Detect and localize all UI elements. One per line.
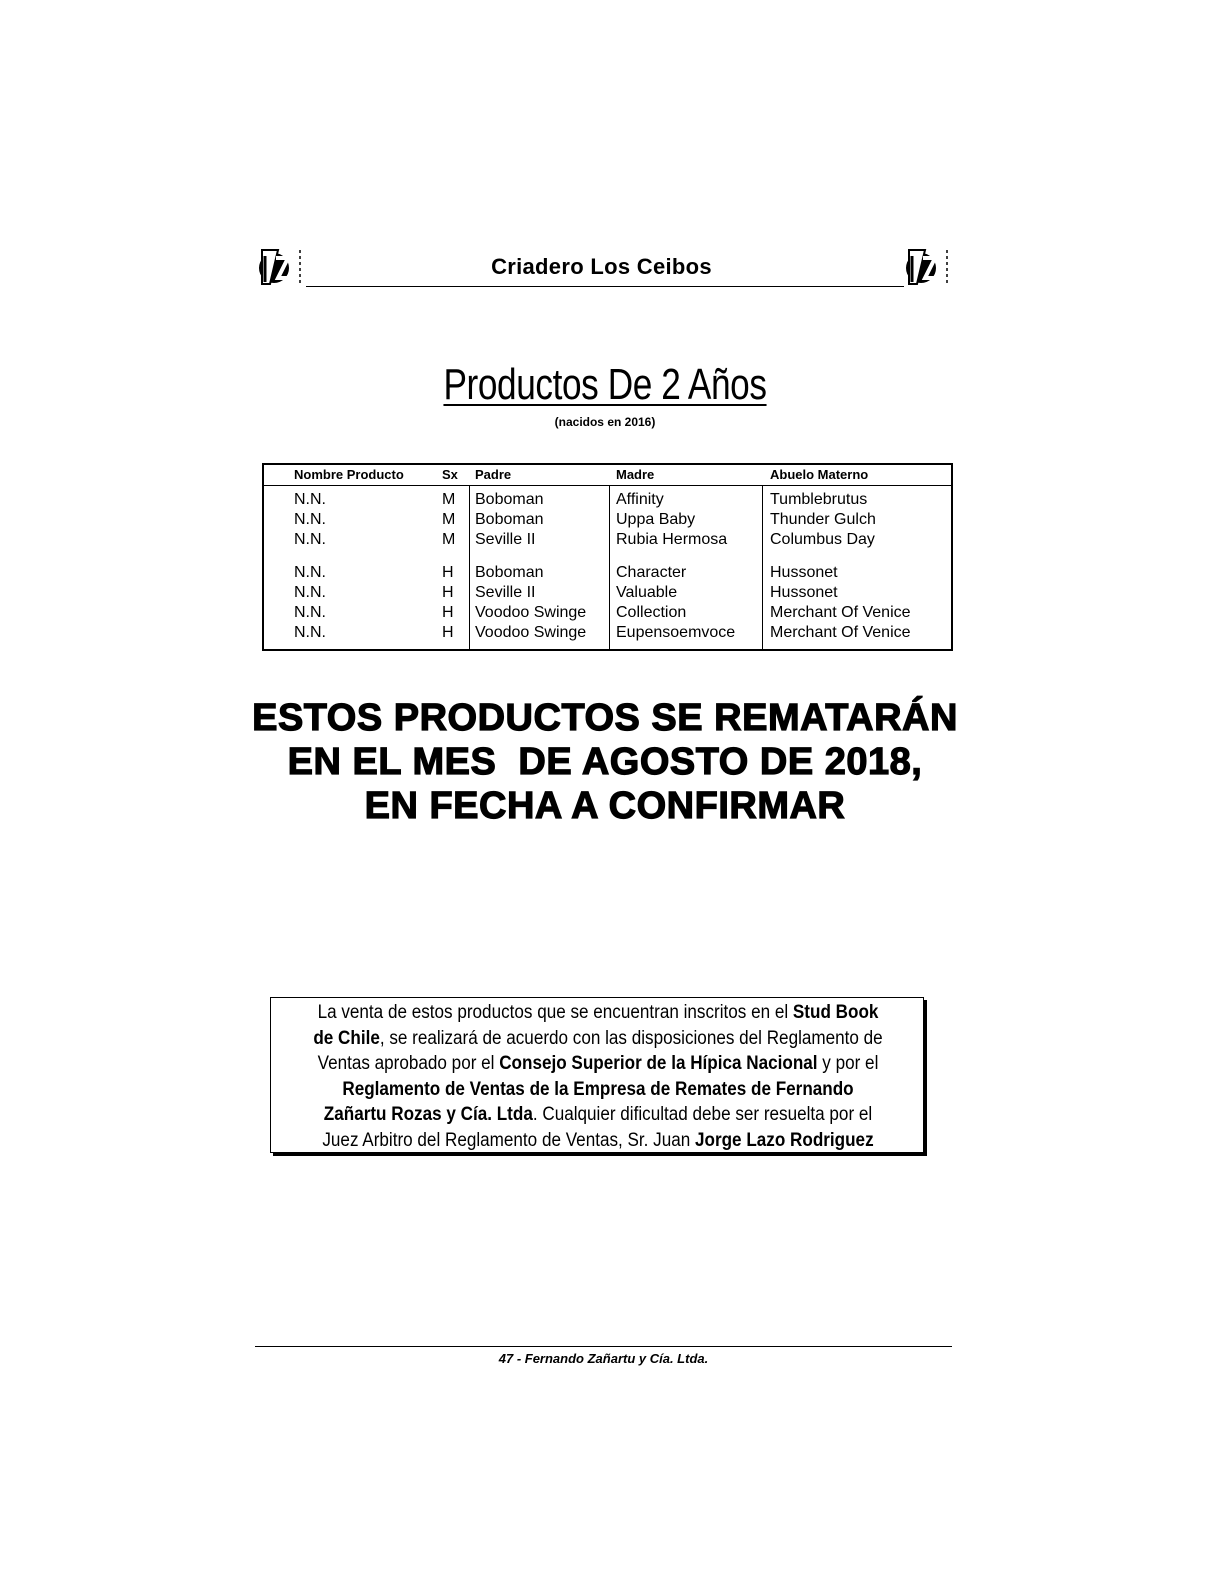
page-title: Productos De 2 Años [443,360,767,409]
cell-madre: Eupensoemvoce [616,624,736,641]
page-subtitle: (nacidos en 2016) [554,415,656,429]
cell-abuelo: Thunder Gulch [770,511,876,528]
notice-bold-consejo: Consejo Superior de la Hípica Nacional [499,1053,818,1074]
cell-sx: H [442,604,454,621]
cell-abuelo: Columbus Day [770,531,875,548]
notice-bold-juez: Jorge Lazo Rodriguez [695,1129,874,1151]
table-row [264,604,951,624]
cell-sx: H [442,564,454,581]
cell-madre: Character [616,564,687,581]
table-row [264,491,951,511]
cell-madre: Rubia Hermosa [616,531,728,548]
sale-notice-box [270,997,924,1153]
cell-madre: Collection [616,604,687,621]
cell-sx: M [442,511,456,528]
table-row [264,584,951,604]
cell-name: N.N. [294,491,326,508]
cell-padre: Seville II [475,584,536,601]
notice-bold-stud-book: Stud Book de Chile [313,1002,879,1049]
cell-sx: M [442,491,456,508]
table-row [264,624,951,644]
table-header-rule [264,485,951,486]
cell-name: N.N. [294,531,326,548]
header-title: Criadero Los Ceibos [491,254,712,279]
cell-name: N.N. [294,624,326,641]
header-sx: Sx [442,467,458,482]
sale-notice-text [311,1000,885,1153]
header-rule [306,286,904,287]
header-madre: Madre [616,467,655,482]
cell-abuelo: Hussonet [770,564,838,581]
logo-right [903,244,953,290]
notice-bold-reglamento: Reglamento de Ventas de la Empresa de Remates de Fernando Zañartu Rozas y Cía. Ltda [323,1078,854,1125]
cell-abuelo: Hussonet [770,584,838,601]
footer-rule [255,1346,952,1347]
table-row [264,531,951,551]
header-abuelo-materno: Abuelo Materno [770,467,869,482]
cell-abuelo: Merchant Of Venice [770,604,911,621]
header-nombre-producto: Nombre Producto [294,467,404,482]
cell-madre: Valuable [616,584,678,601]
cell-name: N.N. [294,511,326,528]
notice-text-4: . Cualquier dificultad debe ser resuelta por el Juez Arbitro del Reglamento de Ventas, Sr. Juan [322,1104,873,1151]
cell-sx: H [442,584,454,601]
cell-abuelo: Tumblebrutus [770,491,868,508]
footer-text: 47 - Fernando Zañartu y Cía. Ltda. [498,1351,709,1366]
cell-name: N.N. [294,604,326,621]
cell-padre: Seville II [475,531,536,548]
cell-sx: M [442,531,456,548]
cell-padre: Voodoo Swinge [475,604,587,621]
table-row [264,564,951,584]
cell-abuelo: Merchant Of Venice [770,624,911,641]
table-row [264,511,951,531]
notice-text-2: , se realizará de acuerdo con las disposiciones del Reglamento de Ventas aprobado por el [317,1027,883,1074]
announcement-line-2: EN EL MES DE AGOSTO DE 2018, [287,741,923,783]
announcement-line-3: EN FECHA A CONFIRMAR [364,785,846,827]
announcement-line-1: ESTOS PRODUCTOS SE REMATARÁN [252,697,958,739]
cell-name: N.N. [294,564,326,581]
notice-text-1: La venta de estos productos que se encuentran inscritos en el [317,1002,793,1023]
logo-left [256,244,306,290]
cell-madre: Uppa Baby [616,511,696,528]
products-table [262,463,953,651]
cell-padre: Boboman [475,564,544,581]
cell-name: N.N. [294,584,326,601]
cell-padre: Boboman [475,511,544,528]
cell-padre: Voodoo Swinge [475,624,587,641]
cell-madre: Affinity [616,491,664,508]
auction-announcement [230,696,980,828]
header-padre: Padre [475,467,512,482]
notice-text-3: y por el [817,1053,879,1074]
cell-padre: Boboman [475,491,544,508]
cell-sx: H [442,624,454,641]
